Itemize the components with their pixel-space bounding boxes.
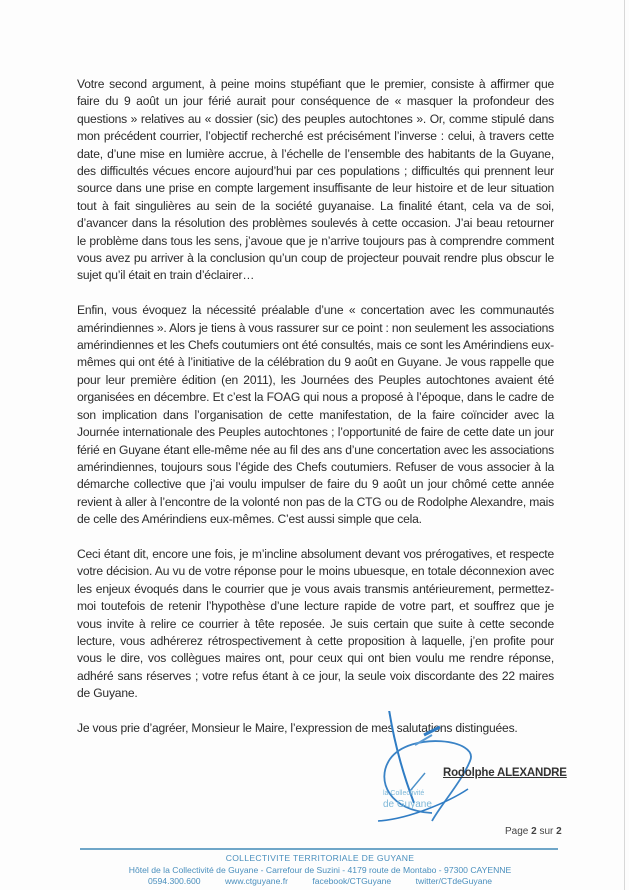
page-current: 2 — [531, 826, 537, 837]
page-prefix: Page — [505, 826, 529, 837]
paragraph-second-argument: Votre second argument, à peine moins stupéfiant que le premier, consiste à affirmer que faire du 9 août un jour férié aurait pour conséquence de « masquer la profondeur des questions » relatives au « dossier (sic) des peuples autochtones ». Or, comme stipulé dans mon précédent courrier, l’objectif recherché est précisément l’inverse : celui, à travers cette date, d’une mise en lumière accrue, à l’échelle de l’ensemble des habitants de la Guyane, des difficultés vécues encore aujourd’hui par ces populations ; difficultés qui prennent leur source dans une prise en compte largement insuffisante de leur histoire et de leur situation tout à fait singulières au sein de la société guyanaise. La finalité étant, cela va de soi, d’avancer dans la résolution des problèmes soulevés à cette occasion. J’ai beau retourner le problème dans tous les sens, j’avoue que je n’arrive toujours pas à comprendre comment vous avez pu arriver à la conclusion qu’un coup de projecteur pouvait rendre plus obscur le sujet qu’il était en train d’éclairer… — [77, 77, 554, 283]
footer-twitter-link[interactable]: twitter/CTdeGuyane — [415, 876, 493, 886]
letterhead-footer — [40, 853, 600, 888]
footer-address: Hôtel de la Collectivité de Guyane - Carrefour de Suzini - 4179 route de Montabo - 97300 CAYENNE — [128, 864, 512, 875]
stamp-line-1: la Collectivité — [383, 790, 425, 797]
page-total: 2 — [556, 826, 562, 837]
footer-organization: COLLECTIVITE TERRITORIALE DE GUYANE — [225, 853, 415, 863]
stamp-line-2: de Guyane — [383, 799, 432, 810]
signatory-name: Rodolphe ALEXANDRE — [443, 767, 567, 779]
paragraph-concertation: Enfin, vous évoquez la nécessité préalable d’une « concertation avec les communautés amérindiennes ». Alors je tiens à vous rassurer sur ce point : non seulement les associations amérindiennes et les Chefs coutumiers ont été consultés, mais ce sont les Amérindiens eux-mêmes qui ont été à l’initiative de la célébration du 9 août en Guyane. Je vous rappelle que pour leur première édition (en 2011), les Journées des Peuples autochtones avaient été organisées en décembre. Et c’est la FOAG qui nous a proposé à l’époque, dans le cadre de son implication dans l’organisation de cette manifestation, de la faire coïncider avec la Journée internationale des Peuples autochtones ; l’opportunité de faire de cette date un jour férié en Guyane étant elle-même née au fil des ans d’une concertation avec les associations amérindiennes, toujours sous l’égide des Chefs coutumiers. Refuser de vous associer à la démarche collective que j’ai voulu impulser de faire du 9 août un jour chômé cette année revient à aller à l’encontre de la volonté non pas de la CTG ou de Rodolphe Alexandre, mais de celle des Amérindiens eux-mêmes. C’est aussi simple que cela. — [77, 303, 554, 527]
footer-divider — [80, 848, 558, 850]
footer-contacts — [40, 876, 600, 888]
footer-facebook-link[interactable]: facebook/CTGuyane — [312, 876, 392, 886]
closing-formula: Je vous prie d’agréer, Monsieur le Maire, l’expression de mes salutations distinguées. — [77, 720, 518, 735]
letter-body — [77, 76, 554, 737]
official-stamp — [383, 788, 432, 810]
footer-phone: 0594.300.600 — [147, 876, 201, 886]
page-edge — [624, 0, 625, 890]
page-number — [505, 826, 562, 837]
paragraph-decision: Ceci étant dit, encore une fois, je m’incline absolument devant vos prérogatives, et respecte votre décision. Au vu de votre réponse pour le moins ubuesque, en totale déconnexion avec les enjeux évoqués dans le courrier que je vous avais transmis antérieurement, permettez-moi toutefois de retenir l’hypothèse d’une lecture rapide de votre part, et souffrez que je vous invite à relire ce courrier à tête reposée. Je suis certain que suite à cette seconde lecture, vous adhérerez rétrospectivement à cette proposition à laquelle, j’en profite pour vous le dire, vos collègues maires ont, pour ceux qui ont bien voulu me rendre réponse, adhéré sans réserves ; votre refus étant à ce jour, la seule voix discordante des 22 maires de Guyane. — [77, 546, 554, 701]
footer-website-link[interactable]: www.ctguyane.fr — [224, 876, 288, 886]
page-separator: sur — [539, 826, 554, 837]
